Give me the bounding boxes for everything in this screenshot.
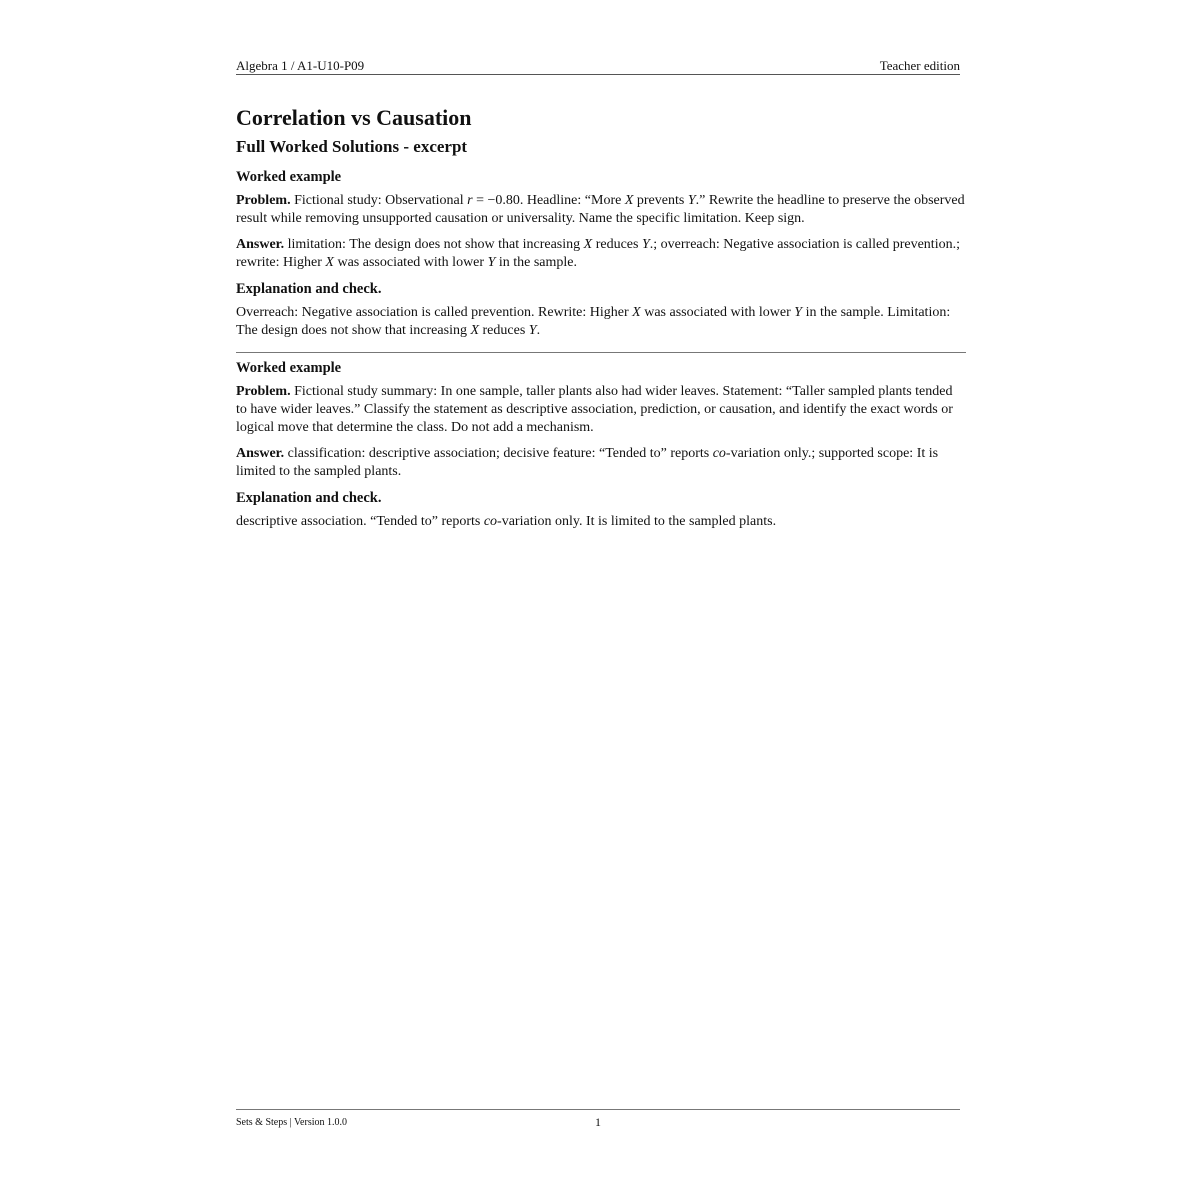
math-var-x: X bbox=[470, 323, 480, 338]
problem-segment: Fictional study summary: In one sample, taller plants also had wider leaves. Statement: “Taller sampled plants tended to have wider leaves.” Classify the statement as descriptive association, prediction, or causation, and identify the exact words or logical move that determine the class. Do not add a mechanism. bbox=[236, 384, 953, 435]
explanation-segment: reduces bbox=[479, 323, 529, 338]
main-content bbox=[236, 104, 966, 539]
math-var-x: X bbox=[624, 193, 634, 208]
answer-label: Answer. bbox=[236, 237, 285, 252]
page-number: 1 bbox=[595, 1115, 601, 1129]
math-var-y: Y bbox=[487, 255, 496, 270]
explanation-segment: . bbox=[536, 323, 541, 338]
worked-example-1 bbox=[236, 168, 966, 340]
problem-text bbox=[236, 383, 966, 437]
problem-segment: Fictional study: Observational bbox=[290, 193, 468, 208]
answer-segment: .; overreach: Negative association is called prevention.; rewrite: Higher bbox=[236, 237, 960, 270]
math-equation: = −0.80 bbox=[472, 193, 520, 208]
explanation-segment: -variation only. It is limited to the sampled plants. bbox=[497, 514, 777, 529]
explanation-text bbox=[236, 304, 966, 340]
problem-segment: . Headline: “More bbox=[519, 193, 625, 208]
explanation-segment: descriptive association. “Tended to” reports bbox=[236, 514, 484, 529]
math-italic-co: co bbox=[483, 514, 498, 529]
page-footer bbox=[236, 1109, 960, 1129]
math-var-y: Y bbox=[641, 237, 650, 252]
answer-segment: reduces bbox=[592, 237, 642, 252]
footer-version: Sets & Steps | Version 1.0.0 bbox=[236, 1117, 347, 1128]
section-divider bbox=[236, 352, 966, 353]
answer-segment: classification: descriptive association; decisive feature: “Tended to” reports bbox=[284, 446, 713, 461]
answer-text bbox=[236, 445, 966, 481]
example-heading: Worked example bbox=[236, 169, 342, 185]
math-var-y: Y bbox=[528, 323, 537, 338]
answer-label: Answer. bbox=[236, 446, 285, 461]
page-subtitle: Full Worked Solutions - excerpt bbox=[236, 137, 468, 156]
worked-example-2 bbox=[236, 359, 966, 531]
problem-text bbox=[236, 192, 966, 228]
math-var-r: r bbox=[467, 193, 473, 208]
explanation-segment: in the sample. Limitation: The design does not show that increasing bbox=[236, 305, 951, 338]
math-var-y: Y bbox=[687, 193, 696, 208]
answer-text bbox=[236, 236, 966, 272]
math-var-x: X bbox=[632, 305, 641, 320]
math-var-x: X bbox=[325, 255, 334, 270]
edition-label: Teacher edition bbox=[879, 58, 960, 73]
problem-label: Problem. bbox=[236, 193, 291, 208]
answer-segment: -variation only.; supported scope: It is limited to the sampled plants. bbox=[236, 446, 939, 479]
page-header bbox=[236, 58, 960, 75]
problem-segment: .” Rewrite the headline to preserve the observed result while removing unsupported causation or universality. Name the specific limitation. Keep sign. bbox=[236, 193, 965, 226]
math-italic-co: co bbox=[712, 446, 726, 461]
explanation-heading: Explanation and check. bbox=[236, 281, 382, 297]
problem-label: Problem. bbox=[236, 384, 291, 399]
answer-segment: in the sample. bbox=[495, 255, 578, 270]
problem-segment: prevents bbox=[633, 193, 688, 208]
answer-segment: limitation: The design does not show that increasing bbox=[284, 237, 584, 252]
math-var-x: X bbox=[583, 237, 593, 252]
example-heading: Worked example bbox=[236, 360, 342, 376]
math-var-y: Y bbox=[794, 305, 803, 320]
answer-segment: was associated with lower bbox=[333, 255, 488, 270]
explanation-segment: Overreach: Negative association is called prevention. Rewrite: Higher bbox=[236, 305, 633, 320]
course-breadcrumb: Algebra 1 / A1-U10-P09 bbox=[236, 58, 365, 73]
explanation-heading: Explanation and check. bbox=[236, 490, 382, 506]
page-title: Correlation vs Causation bbox=[236, 105, 472, 130]
explanation-segment: was associated with lower bbox=[640, 305, 795, 320]
explanation-text bbox=[236, 513, 966, 531]
